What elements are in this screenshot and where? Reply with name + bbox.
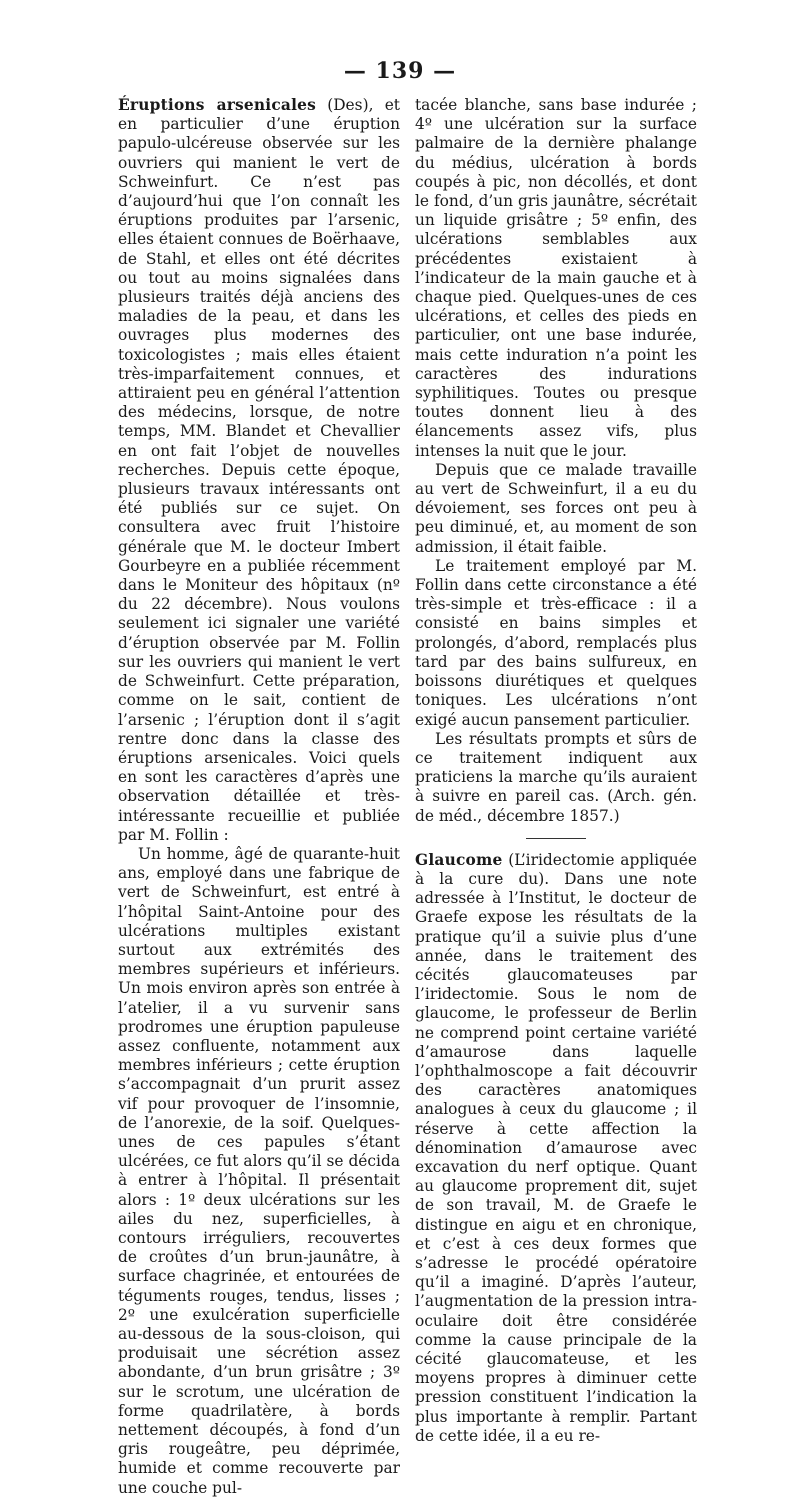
entry-heading: Glaucome [415, 850, 503, 869]
paragraph-results: Les résultats prompts et sûrs de ce traitement indiquent aux praticiens la marche qu’ils auraient à suivre en pareil cas. (Arch. gén. de méd., décembre 1857.) [415, 729, 697, 825]
page-number: — 139 — [343, 58, 457, 84]
entry-text: (Des), et en particulier d’une éruption papulo-ulcéreuse observée sur les ouvriers qui manient le vert de Schweinfurt. Ce n’est pas d’aujourd’hui que l’on connaît les éruptions produites par l’arsenic, elles étaient connues de Boërhaave, de Stahl, et elles ont été décrites ou tout au moins signalées dans plusieurs traités déjà anciens des maladies de la peau, et dans les ouvrages plus modernes des toxicologistes ; mais elles étaient très-imparfaitement connues, et attiraient peu en général l’attention des médecins, lorsque, de notre temps, MM. Blandet et Chevallier en ont fait l’objet de nouvelles recherches. Depuis cette époque, plusieurs travaux intéressants ont été publiés sur ce sujet. On consultera avec fruit l’histoire générale que M. le docteur Imbert Gourbeyre en a publiée récemment dans le Moniteur des hôpitaux (nº du 22 décembre). Nous voulons seulement ici signaler une variété d’éruption observée par M. Follin sur les ouvriers qui manient le vert de Schweinfurt. Cette préparation, comme on le sait, contient de l’arsenic ; l’éruption dont il s’agit rentre donc dans la classe des éruptions arsenicales. Voici quels en sont les caractères d’après une observation détaillée et très-intéressante recueillie et publiée par M. Follin : [118, 96, 400, 844]
paragraph-treatment: Le traitement employé par M. Follin dans cette circonstance a été très-simple et très-efficace : il a consisté en bains simples et prolongés, d’abord, remplacés plus tard par des bains sulfureux, en boissons diurétiques et quelques toniques. Les ulcérations n’ont exigé aucun pansement particulier. [415, 556, 697, 729]
paragraph-arsenical-eruptions [118, 96, 400, 845]
left-column [118, 96, 400, 1498]
paragraph-case-report: Un homme, âgé de quarante-huit ans, employé dans une fabrique de vert de Schweinfurt, est entré à l’hôpital Saint-Antoine pour des ulcérations multiples existant surtout aux extrémités des membres supérieurs et inférieurs. Un mois environ après son entrée à l’atelier, il a vu survenir sans prodromes une éruption papuleuse assez confluente, notamment aux membres inférieurs ; cette éruption s’accompagnait d’un prurit assez vif pour provoquer de l’insomnie, de l’anorexie, de la soif. Quelques-unes de ces papules s’étant ulcérées, ce fut alors qu’il se décida à entrer à l’hôpital. Il présentait alors : 1º deux ulcérations sur les ailes du nez, superficielles, à contours irréguliers, recouvertes de croûtes d’un brun-jaunâtre, à surface chagrinée, et entourées de téguments rouges, tendus, lisses ; 2º une exulcération superficielle au-dessous de la sous-cloison, qui produisait une sécrétion assez abondante, d’un brun grisâtre ; 3º sur le scrotum, une ulcération de forme quadrilatère, à bords nettement découpés, à fond d’un gris rougeâtre, peu déprimée, humide et comme recouverte par une couche pul- [118, 844, 400, 1497]
entry-text: (L’iridectomie appliquée à la cure du). Dans une note adressée à l’Institut, le docteur de Graefe expose les résultats de la pratique qu’il a suivie plus d’une année, dans le traitement des cécités glaucomateuses par l’iridectomie. Sous le nom de glaucome, le professeur de Berlin ne comprend point certaine variété d’amaurose dans laquelle l’ophthalmoscope a fait découvrir des caractères anatomiques analogues à ceux du glaucome ; il réserve à cette affection la dénomination d’amaurose avec excavation du nerf optique. Quant au glaucome proprement dit, sujet de son travail, M. de Graefe le distingue en aigu et en chronique, et c’est à ces deux formes que s’adresse le procédé opératoire qu’il a imaginé. D’après l’auteur, l’augmentation de la pression intra-oculaire doit être considérée comme la cause principale de la cécité glaucomateuse, et les moyens propres à diminuer cette pression constituent l’indication la plus importante à remplir. Partant de cette idée, il a eu re- [415, 850, 697, 1445]
paragraph-case-continued: tacée blanche, sans base indurée ; 4º une ulcération sur la surface palmaire de la dernière phalange du médius, ulcération à bords coupés à pic, non décollés, et dont le fond, d’un gris jaunâtre, sécrétait un liquide grisâtre ; 5º enfin, des ulcérations semblables aux précédentes existaient à l’indicateur de la main gauche et à chaque pied. Quelques-unes de ces ulcérations, et celles des pieds en particulier, ont une base indurée, mais cette induration n’a point les caractères des indurations syphilitiques. Toutes ou presque toutes donnent lieu à des élancements assez vifs, plus intenses la nuit que le jour. [415, 96, 697, 460]
paragraph-glaucoma [415, 851, 697, 1446]
right-column [415, 96, 697, 1446]
entry-heading: Éruptions arsenicales [118, 96, 316, 114]
section-divider [526, 838, 586, 839]
paragraph-patient-history: Depuis que ce malade travaille au vert de Schweinfurt, il a eu du dévoiement, ses forces ont peu à peu diminué, et, au moment de son admission, il était faible. [415, 460, 697, 556]
